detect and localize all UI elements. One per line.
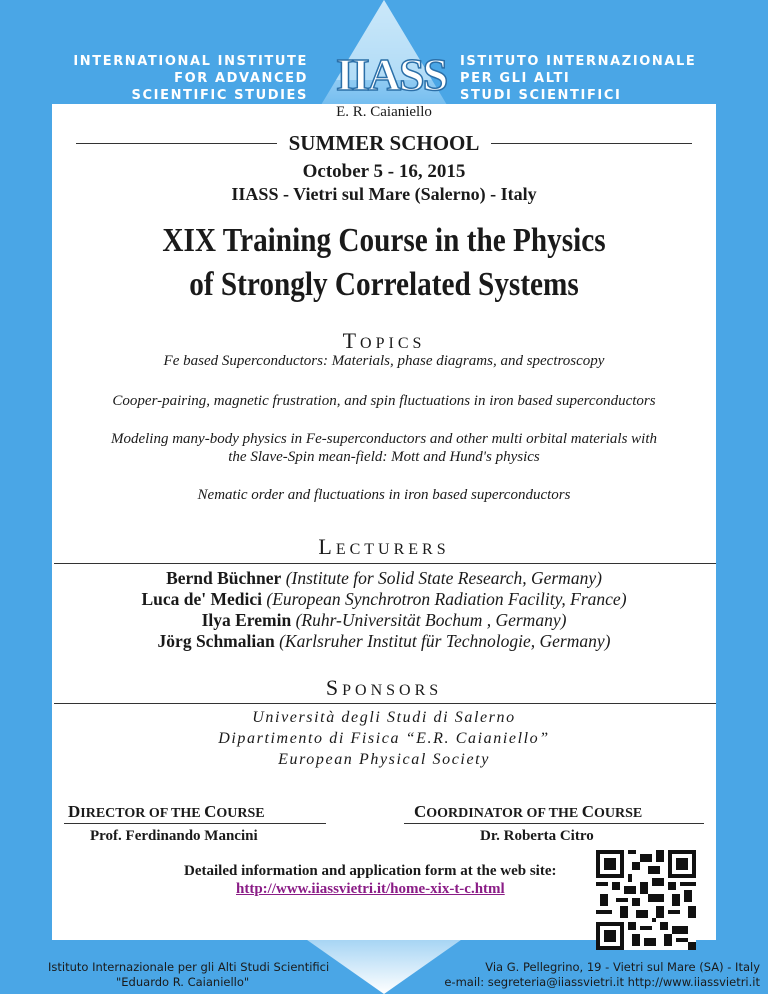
lecturer-entry: Luca de' Medici (European Synchrotron Radiation Facility, France): [141, 589, 627, 609]
lecturers-heading: LECTURERS: [318, 534, 450, 559]
qr-code-icon: [596, 850, 696, 950]
lecturer-entry: Jörg Schmalian (Karlsruher Institut für Technologie, Germany): [157, 631, 611, 651]
divider-right: [491, 143, 692, 144]
event-place: IIASS - Vietri sul Mare (Salerno) - Italy: [231, 184, 537, 204]
iiass-logo: IIASS E. R. Caianiello: [336, 49, 447, 120]
coordinator-role: COORDINATOR OF THE COURSE: [414, 802, 643, 821]
sponsor-item: Università degli Studi di Salerno: [252, 709, 516, 726]
institute-name-en: INTERNATIONAL INSTITUTE FOR ADVANCED SCIENTIFIC STUDIES: [73, 54, 308, 103]
website-link[interactable]: http://www.iiassvietri.it/home-xix-t-c.html: [236, 881, 505, 897]
institute-name-it: ISTITUTO INTERNAZIONALE PER GLI ALTI STUDI SCIENTIFICI: [460, 54, 697, 103]
lecturer-entry: Ilya Eremin (Ruhr-Universität Bochum , Germany): [201, 610, 567, 630]
director-name: Prof. Ferdinando Mancini: [90, 828, 258, 844]
topic-item: Nematic order and fluctuations in iron based superconductors: [197, 487, 571, 503]
info-text: Detailed information and application form at the web site:: [184, 863, 557, 879]
sponsor-item: Dipartimento di Fisica “E.R. Caianiello”: [218, 730, 550, 747]
event-dates: October 5 - 16, 2015: [302, 161, 466, 182]
coordinator-name: Dr. Roberta Citro: [480, 828, 594, 844]
topic-item: Modeling many-body physics in Fe-superconductors and other multi orbital materials with: [110, 431, 658, 447]
director-rule: [64, 823, 326, 824]
logo-subtitle: E. R. Caianiello: [336, 104, 432, 120]
topic-item: Fe based Superconductors: Materials, phase diagrams, and spectroscopy: [163, 353, 605, 369]
sponsor-item: European Physical Society: [278, 751, 490, 768]
sponsors-rule: [54, 703, 716, 704]
divider-left: [76, 143, 277, 144]
summer-school-banner: [76, 131, 692, 156]
topic-item: Cooper-pairing, magnetic frustration, and spin fluctuations in iron based superconductors: [112, 393, 656, 409]
lecturers-rule: [54, 563, 716, 564]
topics-heading: TOPICS: [342, 328, 426, 353]
sponsors-heading: SPONSORS: [325, 675, 443, 700]
course-title: XIX Training Course in the Physics of Strongly Correlated Systems: [162, 222, 606, 303]
lecturer-entry: Bernd Büchner (Institute for Solid State Research, Germany): [166, 568, 602, 588]
event-kind: SUMMER SCHOOL: [288, 131, 480, 155]
coordinator-rule: [404, 823, 704, 824]
topic-item: the Slave-Spin mean-field: Mott and Hund's physics: [228, 449, 540, 465]
footer-contacts: Via G. Pellegrino, 19 - Vietri sul Mare (SA) - Italy e-mail: segreteria@iiassvietri.it http://www.iiassvietri.it: [444, 960, 760, 989]
footer-institute: Istituto Internazionale per gli Alti Studi Scientifici "Eduardo R. Caianiello": [48, 960, 330, 989]
director-role: DIRECTOR OF THE COURSE: [68, 802, 265, 821]
